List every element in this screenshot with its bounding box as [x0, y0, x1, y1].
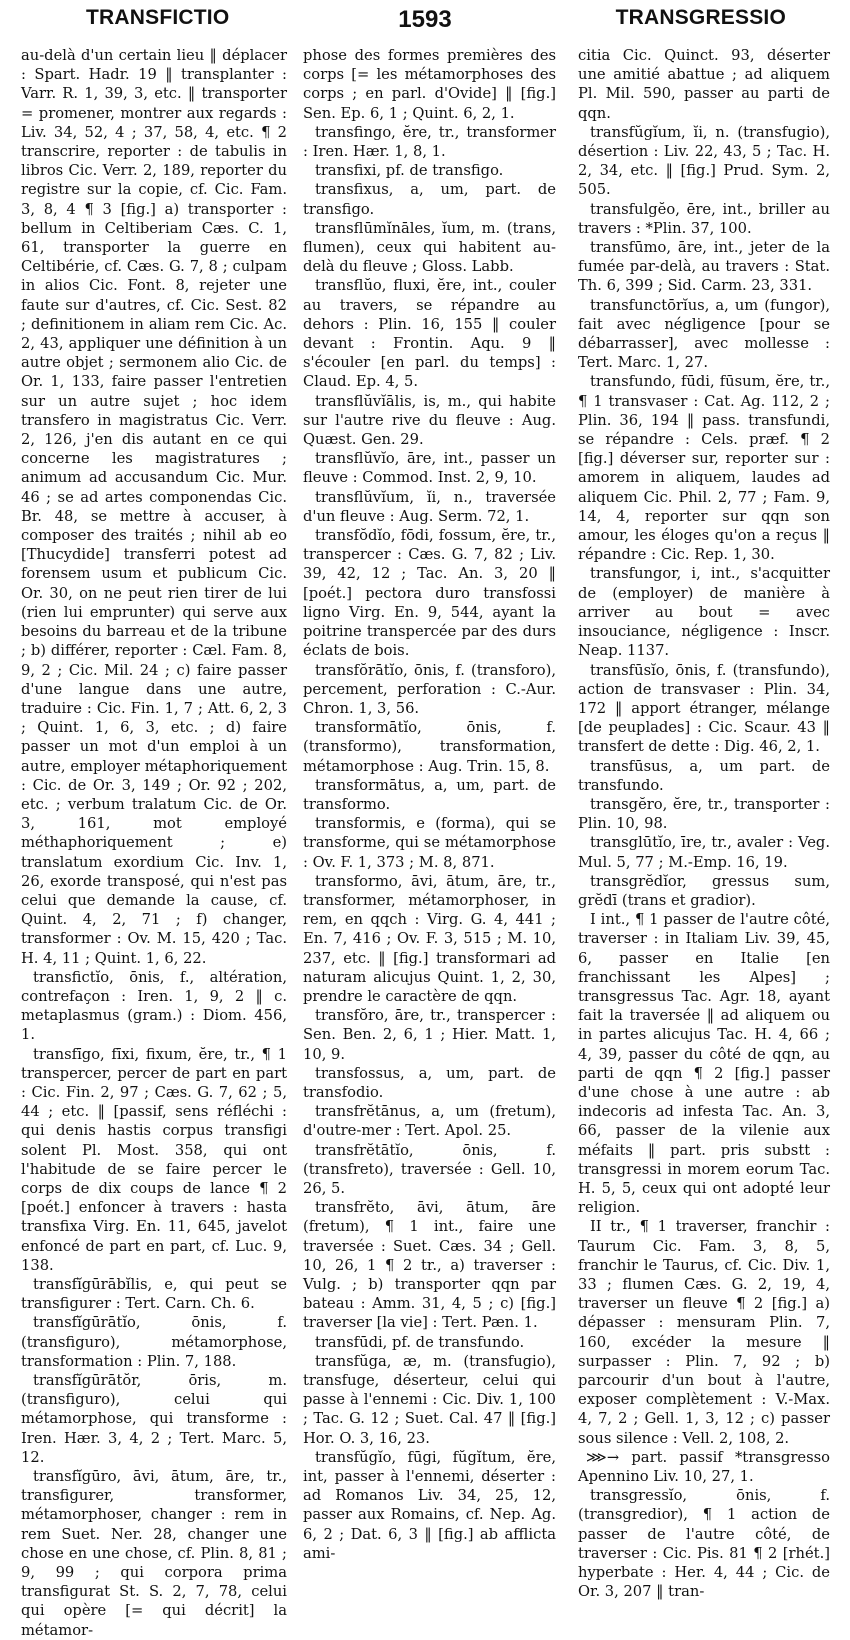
dictionary-entry: transfossus, a, um, part. de transfodio. — [303, 1064, 556, 1101]
dictionary-entry: transfrĕto, āvi, ātum, āre (fretum), ¶ 1 int., faire une traversée : Suet. Cæs. 34 ; Gell. 10, 26, 1 ¶ 2 tr., a) traverser : Vulg. ; b) transporter qqn par bateau : Amm. 31, 4, 5 ; c) [fig.] traverser [la vie] : Tert. Pæn. 1. — [303, 1199, 556, 1332]
header-right-guideword: TRANSGRESSIO — [615, 6, 786, 29]
dictionary-entry: citia Cic. Quinct. 93, déserter une amitié abattue ; ad aliquem Pl. Mil. 590, passer au parti de qqn. — [578, 47, 830, 122]
dictionary-entry: transfŭgĭo, fūgi, fŭgĭtum, ĕre, int, passer à l'ennemi, déserter : ad Romanos Liv. 34, 25, 12, passer aux Romains, cf. Nep. Ag. 6, 2 ; Dat. 6, 3 ‖ [fig.] ab afflicta ami- — [303, 1448, 556, 1562]
dictionary-entry: transgrĕdĭor, gressus sum, grĕdī (trans et gradior). — [578, 872, 830, 909]
dictionary-entry: transfingo, ĕre, tr., transformer : Iren. Hær. 1, 8, 1. — [303, 123, 556, 161]
dictionary-entry: transfŭgĭum, ĭi, n. (transfugio), désertion : Liv. 22, 43, 5 ; Tac. H. 2, 34, etc. ‖ [fig.] Prud. Sym. 2, 505. — [578, 123, 830, 199]
dictionary-entry: transfictĭo, ōnis, f., altération, contrefaçon : Iren. 1, 9, 2 ‖ c. metaplasmus (gram.) : Diom. 456, 1. — [21, 968, 287, 1044]
dictionary-entry: transglūtĭo, īre, tr., avaler : Veg. Mul. 5, 77 ; M.-Emp. 16, 19. — [578, 834, 830, 871]
dictionary-entry: transfulgĕo, ēre, int., briller au travers : *Plin. 37, 100. — [578, 200, 830, 237]
dictionary-entry: transflŭvĭum, ĭi, n., traversée d'un fleuve : Aug. Serm. 72, 1. — [303, 488, 556, 525]
dictionary-entry: transfixi, pf. de transfigo. — [315, 162, 504, 180]
dictionary-entry: transfūdi, pf. de transfundo. — [315, 1333, 525, 1351]
dictionary-entry: transfrĕtānus, a, um (fretum), d'outre-mer : Tert. Apol. 25. — [303, 1103, 556, 1140]
column-2 — [303, 46, 556, 1562]
dictionary-entry: transfĭgūrātĭo, ōnis, f. (transfiguro), métamorphose, transformation : Plin. 7, 188. — [21, 1314, 287, 1370]
dictionary-entry: transfīgo, fīxi, fixum, ĕre, tr., ¶ 1 transpercer, percer de part en part : Cic. Fin. 2, 97 ; Cæs. G. 7, 62 ; 5, 44 ; etc. ‖ [passif, sens réfléchi : qui denis hastis corpus transfigi solent Pl. Most. 358, qui ont l'habitude de se faire percer le corps de dix coups de lance ¶ 2 [poét.] enfoncer à travers : hasta transfixa Virg. En. 11, 645, javelot enfoncé de part en part, cf. Luc. 9, 138. — [21, 1045, 287, 1274]
column-3 — [578, 46, 830, 1601]
dictionary-entry: transfungor, i, int., s'acquitter de (employer) de manière à arriver au bout = avec insouciance, négligence : Inscr. Neap. 1137. — [578, 565, 830, 660]
dictionary-entry: phose des formes premières des corps [= les métamorphoses des corps ; en parl. d'Ovide] ‖ [fig.] Sen. Ep. 6, 1 ; Quint. 6, 2, 1. — [303, 47, 556, 122]
header-left-guideword: TRANSFICTIO — [86, 6, 230, 29]
dictionary-entry: transfūmo, āre, int., jeter de la fumée par-delà, au travers : Stat. Th. 6, 399 ; Sid. Carm. 23, 331. — [578, 239, 830, 295]
dictionary-entry: ⋙→ part. passif *transgresso Apennino Liv. 10, 27, 1. — [578, 1448, 830, 1486]
dictionary-entry: transflŭo, fluxi, ĕre, int., couler au travers, se répandre au dehors : Plin. 16, 155 ‖ couler devant : Frontin. Aqu. 9 ‖ s'écouler [en parl. du temps] : Claud. Ep. 4, 5. — [303, 277, 556, 391]
dictionary-entry: transformātus, a, um, part. de transformo. — [303, 776, 556, 813]
dictionary-entry: au-delà d'un certain lieu ‖ déplacer : Spart. Hadr. 19 ‖ transplanter : Varr. R. 1, 39, 3, etc. ‖ transporter = promener, montrer aux regards : Liv. 34, 52, 4 ; 37, 58, 4, etc. ¶ 2 transcrire, reporter : de tabulis in libros Cic. Verr. 2, 189, reporter du registre sur la copie, cf. Cic. Fam. 3, 8, 4 ¶ 3 [fig.] a) transporter : bellum in Celtiberiam Cæs. C. 1, 61, transporter la guerre en Celtibérie, cf. Cæs. G. 7, 8 ; culpam in alios Cic. Font. 8, rejeter une faute sur d'autres, cf. Cic. Sest. 82 ; definitionem in aliam rem Cic. Ac. 2, 43, appliquer une définition à un autre objet ; sermonem alio Cic. de Or. 1, 133, faire passer l'entretien sur un autre sujet ; hoc idem transfero in magistratus Cic. Verr. 2, 126, j'en dis autant en ce qui concerne les magistratures ; animum ad accusandum Cic. Mur. 46 ; se ad artes componendas Cic. Br. 48, se mettre à accuser, à composer des traités ; nihil ab eo [Thucydide] transferri potest ad forensem usum et publicum Cic. Or. 30, on ne peut rien tirer de lui (rien lui emprunter) qui serve aux besoins du barreau et de la tribune ; b) différer, reporter : Cæl. Fam. 8, 9, 2 ; Cic. Mil. 24 ; c) faire passer d'une langue dans une autre, traduire : Cic. Fin. 1, 7 ; Att. 6, 2, 3 ; Quint. 1, 6, 3, etc. ; d) faire passer un mot d'un emploi à un autre, employer métaphoriquement : Cic. de Or. 3, 149 ; Or. 92 ; 202, etc. ; verbum tralatum Cic. de Or. 3, 161, mot employé méthaphoriquement ; e) translatum exordium Cic. Inv. 1, 26, exorde transposé, qui n'est pas celui que demande la cause, cf. Quint. 4, 2, 71 ; f) changer, transformer : Ov. M. 15, 420 ; Tac. H. 4, 11 ; Quint. 1, 6, 22. — [21, 47, 287, 967]
dictionary-entry: transfĭgūrātŏr, ōris, m. (transfiguro), celui qui métamorphose, qui transforme : Iren. Hær. 3, 4, 2 ; Tert. Marc. 5, 12. — [21, 1372, 287, 1466]
dictionary-entry: transflŭvĭālis, is, m., qui habite sur l'autre rive du fleuve : Aug. Quæst. Gen. 29. — [303, 392, 556, 449]
dictionary-entry: transfunctōrĭus, a, um (fungor), fait avec négligence [pour se débarrasser], avec mollesse : Tert. Marc. 1, 27. — [578, 296, 830, 372]
page-header — [0, 0, 850, 40]
dictionary-entry: transformis, e (forma), qui se transforme, qui se métamorphose : Ov. F. 1, 373 ; M. 8, 871. — [303, 815, 556, 871]
dictionary-entry: transfŏro, āre, tr., transpercer : Sen. Ben. 2, 6, 1 ; Hier. Matt. 1, 10, 9. — [303, 1007, 556, 1063]
dictionary-entry: transgĕro, ĕre, tr., transporter : Plin. 10, 98. — [578, 795, 830, 833]
dictionary-entry: II tr., ¶ 1 traverser, franchir : Taurum Cic. Fam. 3, 8, 5, franchir le Taurus, cf. Cic. Div. 1, 33 ; flumen Cæs. G. 2, 19, 4, traverser un fleuve ¶ 2 [fig.] a) dépasser : mensuram Plin. 7, 160, excéder la mesure ‖ surpasser : Plin. 7, 92 ; b) parcourir d'un bout à l'autre, exposer complètement : V.-Max. 4, 7, 2 ; Gell. 1, 3, 12 ; c) passer sous silence : Vell. 2, 108, 2. — [578, 1218, 830, 1447]
dictionary-entry: transfŭga, æ, m. (transfugio), transfuge, déserteur, celui qui passe à l'ennemi : Cic. Div. 1, 100 ; Tac. G. 12 ; Suet. Cal. 47 ‖ [fig.] Hor. O. 3, 16, 23. — [303, 1352, 556, 1447]
column-1 — [21, 46, 287, 1639]
page-number: 1593 — [398, 6, 452, 33]
dictionary-entry: transfĭgūro, āvi, ātum, āre, tr., transfigurer, transformer, métamorphoser, changer : rem in rem Suet. Ner. 28, changer une chose en une chose, cf. Plin. 8, 81 ; 9, 99 ; qui corpora prima transfigurat St. S. 2, 7, 78, celui qui opère [= qui décrit] la métamor- — [21, 1468, 287, 1639]
dictionary-entry: transfŏrātĭo, ōnis, f. (transforo), percement, perforation : C.-Aur. Chron. 1, 3, 56. — [303, 661, 556, 717]
dictionary-entry: transfūsus, a, um part. de transfundo. — [578, 757, 830, 794]
dictionary-entry: transfūsĭo, ōnis, f. (transfundo), action de transvaser : Plin. 34, 172 ‖ apport étranger, mélange [de peuplades] : Cic. Scaur. 43 ‖ transfert de dette : Dig. 46, 2, 1. — [578, 661, 830, 756]
dictionary-entry: transfixus, a, um, part. de transfigo. — [303, 181, 556, 218]
dictionary-entry: transformātĭo, ōnis, f. (transformo), transformation, métamorphose : Aug. Trin. 15, 8. — [303, 719, 556, 775]
dictionary-entry: transfundo, fūdi, fūsum, ĕre, tr., ¶ 1 transvaser : Cat. Ag. 112, 2 ; Plin. 36, 194 ‖ pass. transfundi, se répandre : Cels. præf. ¶ 2 [fig.] déverser sur, reporter sur : amorem in aliquem, laudes ad aliquem Cic. Phil. 2, 77 ; Fam. 9, 14, 4, reporter sur qqn son amour, les éloges qu'on a reçus ‖ répandre : Cic. Rep. 1, 30. — [578, 373, 830, 564]
dictionary-entry: transfĭgūrābĭlis, e, qui peut se transfigurer : Tert. Carn. Ch. 6. — [21, 1276, 287, 1313]
dictionary-entry: transfrĕtātĭo, ōnis, f. (transfreto), traversée : Gell. 10, 26, 5. — [303, 1141, 556, 1197]
dictionary-entry: transflūmĭnāles, ĭum, m. (trans, flumen), ceux qui habitent au-delà du fleuve ; Gloss. Labb. — [303, 219, 556, 276]
dictionary-entry: transformo, āvi, ātum, āre, tr., transformer, métamorphoser, in rem, en qqch : Virg. G. 4, 441 ; En. 7, 416 ; Ov. F. 3, 515 ; M. 10, 237, etc. ‖ [fig.] transformari ad naturam alicujus Quint. 1, 2, 30, prendre le caractère de qqn. — [303, 872, 556, 1005]
dictionary-entry: transgressĭo, ōnis, f. (transgredior), ¶ 1 action de passer de l'autre côté, de traverser : Cic. Pis. 81 ¶ 2 [rhét.] hyperbate : Her. 4, 44 ; Cic. de Or. 3, 207 ‖ tran- — [578, 1487, 830, 1601]
dictionary-entry: transflŭvĭo, āre, int., passer un fleuve : Commod. Inst. 2, 9, 10. — [303, 450, 556, 487]
dictionary-entry: transfŏdĭo, fōdi, fossum, ĕre, tr., transpercer : Cæs. G. 7, 82 ; Liv. 39, 42, 12 ; Tac. An. 3, 20 ‖ [poét.] pectora duro transfossi ligno Virg. En. 9, 544, ayant la poitrine transpercée par des durs éclats de bois. — [303, 527, 556, 660]
dictionary-entry: I int., ¶ 1 passer de l'autre côté, traverser : in Italiam Liv. 39, 45, 6, passer en Italie [en franchissant les Alpes] ; transgressus Tac. Agr. 18, ayant fait la traversée ‖ ad aliquem ou in partes alicujus Tac. H. 4, 66 ; 4, 39, passer du côté de qqn, au parti de qqn ¶ 2 [fig.] passer d'une chose à une autre : ab indecoris ad infesta Tac. An. 3, 66, passer de la vilenie aux méfaits ‖ part. pris substt : transgressi in morem eorum Tac. H. 5, 5, ceux qui ont adopté leur religion. — [578, 911, 830, 1217]
